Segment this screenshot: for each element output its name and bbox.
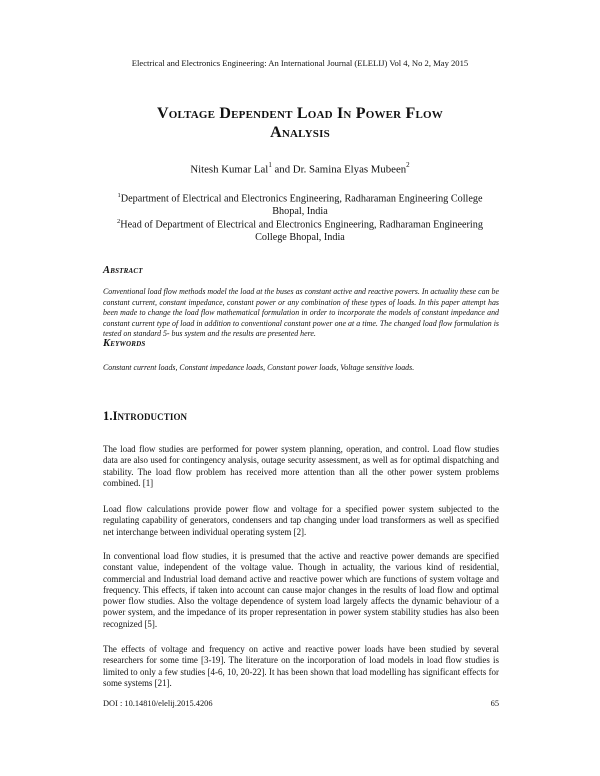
author-2-affil-mark: 2 bbox=[406, 161, 410, 169]
affiliation-2-line-1: Head of Department of Electrical and Electronics Engineering, Radharaman Engineering bbox=[120, 219, 483, 231]
author-1-name: Nitesh Kumar Lal bbox=[190, 163, 269, 176]
keywords-text: Constant current loads, Constant impedance loads, Constant power loads, Voltage sensitive loads. bbox=[103, 363, 415, 372]
intro-paragraph-1: The load flow studies are performed for power system planning, operation, and control. Load flow studies data are also used for contingency analysis, outage security assessment, as well as for optimal dispatching and stability. The load flow problem has received more attention than all the other power system problems combined. [1] bbox=[103, 444, 499, 488]
affiliation-2-line-2: College Bhopal, India bbox=[255, 231, 345, 243]
intro-paragraph-4: The effects of voltage and frequency on active and reactive power loads have been studied by several researchers for some time [3-19]. The literature on the incorporation of load models in load flow studies is limited to only a few studies [4-6, 10, 20-22]. It has been shown that load modelling has significant effects for some systems [21]. bbox=[103, 644, 499, 688]
page-number: 65 bbox=[490, 699, 499, 708]
running-head: Electrical and Electronics Engineering: An International Journal (ELELIJ) Vol 4, No 2, May 2015 bbox=[131, 58, 469, 68]
author-2-name: and Dr. Samina Elyas Mubeen bbox=[271, 163, 407, 176]
affiliation-1-mark: 1 bbox=[117, 192, 121, 199]
affiliation-1 bbox=[90, 190, 510, 218]
abstract-text: Conventional load flow methods model the load at the buses as constant active and reactive powers. In actuality these can be constant current, constant impedance, constant power or any combination of these types of loads. In this paper attempt has been made to change the load flow mathematical formulation in order to incorporate the models of constant impedance and constant current type of load in addition to conventional constant power one at a time. The changed load flow formulation is tested on standard 5- bus system and the results are presented here. bbox=[103, 287, 499, 338]
affiliation-1-line-2: Bhopal, India bbox=[272, 205, 328, 217]
title-line-1: Voltage Dependent Load In Power Flow bbox=[156, 105, 443, 122]
introduction-heading: 1.Introduction bbox=[103, 409, 188, 423]
author-1-affil-mark: 1 bbox=[268, 161, 272, 169]
abstract-heading: Abstract bbox=[103, 265, 143, 276]
affiliation-1-line-1: Department of Electrical and Electronics Engineering, Radharaman Engineering College bbox=[120, 193, 483, 205]
affiliation-2 bbox=[90, 216, 510, 244]
paper-title bbox=[60, 104, 540, 142]
intro-paragraph-3: In conventional load flow studies, it is presumed that the active and reactive power demands are specified constant value, independent of the voltage value. Though in actuality, the various kind of residential, commercial and Industrial load demand active and reactive power which are functions of system voltage and frequency. This effects, if taken into account can cause major changes in the results of load flow and optimal power flow studies. Also the voltage dependence of system load largely affects the dynamic behaviour of a power system, and the impedance of its proper representation in power system stability studies has also been recognized [5]. bbox=[103, 551, 499, 629]
intro-paragraph-2: Load flow calculations provide power flow and voltage for a specified power system subjected to the regulating capability of generators, condensers and tap changing under load transformers as well as specified net interchange between individual operating system [2]. bbox=[103, 504, 499, 537]
keywords-heading: Keywords bbox=[103, 338, 146, 349]
doi-footer: DOI : 10.14810/elelij.2015.4206 bbox=[103, 699, 213, 708]
author-line bbox=[0, 162, 600, 176]
title-line-2: Analysis bbox=[270, 124, 330, 141]
affiliation-2-mark: 2 bbox=[117, 218, 121, 225]
